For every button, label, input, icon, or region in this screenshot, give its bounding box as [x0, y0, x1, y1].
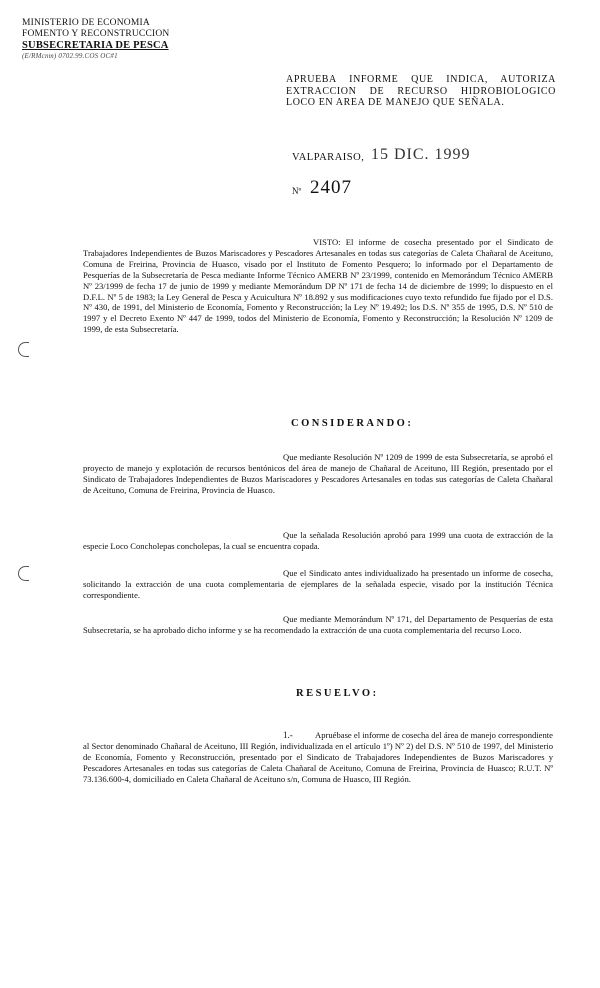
reference-code: (E/RMcnm) 0702.99.COS OC#1 — [22, 52, 118, 60]
considerando-2: Que la señalada Resolución aprobó para 1999 una cuota de extracción de la especie Loco Concholepas concholepas, la cual se encuentra copada. — [83, 530, 553, 551]
ministry-name: MINISTERIO DE ECONOMIA — [22, 18, 150, 28]
ministry-subtitle: FOMENTO Y RECONSTRUCCION — [22, 29, 170, 39]
resuelvo-heading: RESUELVO: — [296, 688, 379, 699]
date-stamp: 15 DIC. 1999 — [371, 146, 471, 163]
resolution-number: 2407 — [310, 177, 352, 198]
resuelvo-1-text: Apruébase el informe de cosecha del área de manejo correspondiente al Sector denominado Chañaral de Aceituno, III Región, individualizada en el artículo 1º) Nº 2) del D.S. Nº 510 de 1997, del Ministerio de Economía, Fomento y Reconstrucción, presentado por el Sindicato de Trabajadores Independientes de Buzos Mariscadores y Pescadores Artesanales en todas sus categorías de Caleta Chañaral de Aceituno, Comuna de Freirina, Provincia de Huasco; R.U.T. Nº 73.136.600-4, domiciliado en Caleta Chañaral de Aceituno s/n, Comuna de Huasco, III Región. — [83, 730, 553, 784]
considerando-3: Que el Sindicato antes individualizado ha presentado un informe de cosecha, solicitando la extracción de una cuota complementaria de ejemplares de la señalada especie, visado por la institución Técnica correspondiente. — [83, 568, 553, 600]
considerando-1: Que mediante Resolución Nº 1209 de 1999 de esta Subsecretaría, se aprobó el proyecto de manejo y explotación de recursos bentónicos del área de manejo de Chañaral de Aceituno, III Región, presentado por el Sindicato de Trabajadores Independientes de Buzos Mariscadores y Pescadores Artesanales en todas sus categorías de Caleta Chañaral de Aceituno, Comuna de Freirina, Provincia de Huasco. — [83, 452, 553, 495]
punch-hole-mark — [18, 566, 29, 581]
considerando-heading: CONSIDERANDO: — [291, 418, 414, 429]
letterhead — [22, 18, 170, 62]
resuelvo-1-number: 1.- — [283, 730, 293, 740]
considerando-4: Que mediante Memorándum Nº 171, del Departamento de Pesquerías de esta Subsecretaría, se ha aprobado dicho informe y se ha recomendado la extracción de una cuota complementaria del recurso Loco. — [83, 614, 553, 635]
visto-paragraph: VISTO: El informe de cosecha presentado por el Sindicato de Trabajadores Independientes de Buzos Mariscadores y Pescadores Artesanales en todas sus categorías de Caleta Chañaral de Aceituno, Comuna de Freirina, Provincia de Huasco, visado por el Instituto de Fomento Pesquero; lo informado por el Departamento de Pesquerías de la Subsecretaría de Pesca mediante Informe Técnico AMERB Nº 23/1999, contenido en Memorándum Técnico AMERB Nº 23/1999 de fecha 17 de junio de 1999 y mediante Memorándum DP Nº 171 de fecha 14 de diciembre de 1999; lo dispuesto en el D.F.L. Nº 5 de 1983; la Ley General de Pesca y Acuicultura Nº 18.892 y sus modificaciones cuyo texto refundido fue fijado por el D.S. Nº 430, de 1991, del Ministerio de Economía, Fomento y Reconstrucción; la Ley Nº 19.492; los D.S. Nº 355 de 1995, D.S. Nº 510 de 1997 y el Decreto Exento Nº 447 de 1999, todos del Ministerio de Economía, Fomento y Reconstrucción; la Resolución Nº 1209 de 1999, de esta Subsecretaría. — [83, 237, 553, 335]
resolution-title: APRUEBA INFORME QUE INDICA, AUTORIZA EXTRACCION DE RECURSO HIDROBIOLOGICO LOCO EN AREA DE MANEJO QUE SEÑALA. — [286, 74, 556, 108]
number-label: Nº — [292, 186, 302, 196]
punch-hole-mark — [18, 342, 29, 357]
place-label: VALPARAISO, — [292, 152, 365, 163]
subsecretaria-name: SUBSECRETARIA DE PESCA — [22, 40, 169, 51]
